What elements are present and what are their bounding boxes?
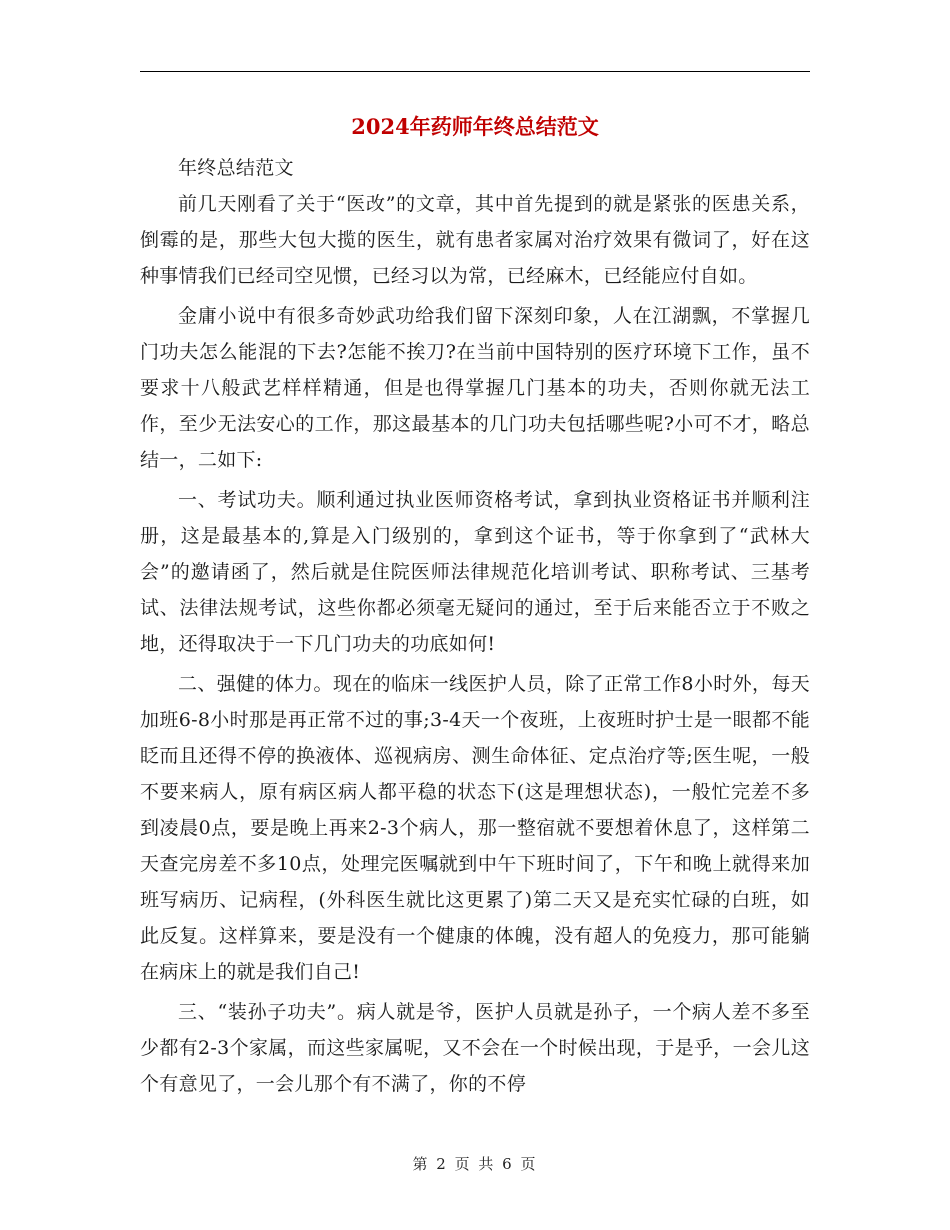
paragraph-2: 金庸小说中有很多奇妙武功给我们留下深刻印象，人在江湖飘，不掌握几门功夫怎么能混的下去?怎能不挨刀?在当前中国特别的医疗环境下工作，虽不要求十八般武艺样样精通，但是也得掌握几门基本的功夫，否则你就无法工作，至少无法安心的工作，那这最基本的几门功夫包括哪些呢?小可不才，略总结一，二如下: [140,305,810,471]
paragraph-1: 前几天刚看了关于“医改”的文章，其中首先提到的就是紧张的医患关系，倒霉的是，那些大包大揽的医生，就有患者家属对治疗效果有微词了，好在这种事情我们已经司空见惯，已经习以为常，已经麻木，已经能应付自如。 [140,193,810,287]
paragraph-3: 一、考试功夫。顺利通过执业医师资格考试，拿到执业资格证书并顺利注册，这是最基本的,算是入门级别的，拿到这个证书，等于你拿到了“武林大会”的邀请函了，然后就是住院医师法律规范化培训考试、职称考试、三基考试、法律法规考试，这些你都必须毫无疑问的通过，至于后来能否立于不败之地，还得取决于一下几门功夫的功底如何! [140,489,810,655]
header-rule [140,71,810,72]
paragraph-5: 三、“装孙子功夫”。病人就是爷，医护人员就是孙子，一个病人差不多至少都有2-3个家属，而这些家属呢，又不会在一个时候出现，于是乎，一会儿这个有意见了，一会儿那个有不满了，你的不停 [140,1001,810,1095]
document-title: 2024年药师年终总结范文 [351,114,599,139]
page-number-footer: 第 2 页 共 6 页 [412,1155,538,1173]
paragraph-4: 二、强健的体力。现在的临床一线医护人员，除了正常工作8小时外，每天加班6-8小时那是再正常不过的事;3-4天一个夜班，上夜班时护士是一眼都不能眨而且还得不停的换液体、巡视病房、测生命体征、定点治疗等;医生呢，一般不要来病人，原有病区病人都平稳的状态下(这是理想状态)，一般忙完差不多到凌晨0点，要是晚上再来2-3个病人，那一整宿就不要想着休息了，这样第二天查完房差不多10点，处理完医嘱就到中午下班时间了，下午和晚上就得来加班写病历、记病程，(外科医生就比这更累了)第二天又是充实忙碌的白班，如此反复。这样算来，要是没有一个健康的体魄，没有超人的免疫力，那可能躺在病床上的就是我们自己! [140,673,810,983]
paragraph-subtitle: 年终总结范文 [178,157,294,179]
document-body [140,150,810,1102]
